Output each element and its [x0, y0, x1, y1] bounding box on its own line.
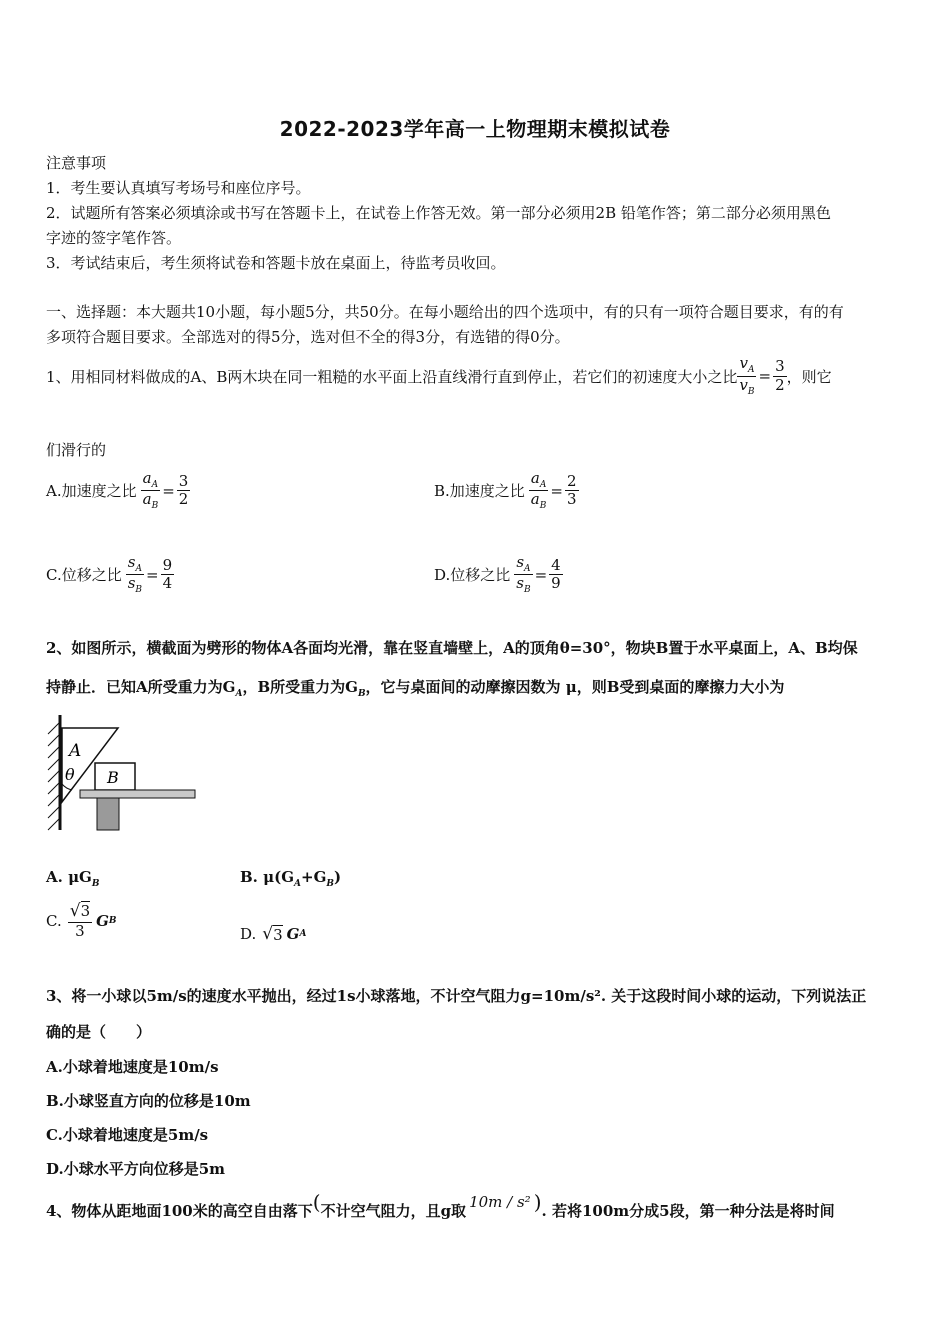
q2-option-a[interactable]: A. $\mu G_B$: [46, 868, 100, 889]
notice-heading: 注意事项: [46, 154, 107, 172]
question-2-stem: 2、如图所示，横截面为劈形的物体A各面均光滑，靠在竖直墙壁上，A的顶角θ=30°，物块B置于水平桌面上，A、B均保: [46, 639, 858, 657]
question-1-text: 1、用相同材料做成的A、B两木块在同一粗糙的水平面上沿直线滑行直到停止，若它们的初速度大小之比: [46, 367, 738, 386]
table-leg: [97, 798, 119, 830]
q3-option-c[interactable]: C.小球着地速度是5m/s: [46, 1126, 209, 1144]
question-1-stem: 1、用相同材料做成的A、B两木块在同一粗糙的水平面上沿直线滑行直到停止，若它们的初速度大小之比 $\frac{v_A}{v_B}$ = $\frac{3}{2}$ ，则它: [46, 354, 832, 397]
question-2-stem-cont: 持静止．已知A所受重力为$G_A$，B所受重力为$G_B$，它与桌面间的动摩擦因数为 μ，则B受到桌面的摩擦力大小为: [46, 678, 785, 699]
q2-option-d[interactable]: D. √ 3 G A: [240, 924, 307, 944]
question-3-stem: 3、将一小球以5m/s的速度水平抛出，经过1s小球落地，不计空气阻力g=10m/s². 关于这段时间小球的运动，下列说法正: [46, 987, 867, 1005]
notice-item: 1．考生要认真填写考场号和座位序号。: [46, 179, 311, 197]
q3-option-b[interactable]: B.小球竖直方向的位移是10m: [46, 1092, 251, 1110]
q2-option-c[interactable]: C. $\frac{√3}{3}$ G B: [46, 901, 117, 940]
notice-item: 3．考试结束后，考生须将试卷和答题卡放在桌面上，待监考员收回。: [46, 254, 506, 272]
notice-item: 2．试题所有答案必须填涂或书写在答题卡上，在试卷上作答无效。第一部分必须用2B 铅笔作答；第二部分必须用黑色: [46, 204, 831, 222]
label-b: B: [107, 768, 119, 787]
table-top: [80, 790, 195, 798]
g-value: 10m / s²: [469, 1193, 531, 1211]
q1-option-a[interactable]: A.加速度之比 $\frac{a_A}{a_B}$ = $\frac{3}{2}$: [46, 469, 189, 512]
question-1-stem-cont: 们滑行的: [46, 441, 107, 459]
label-theta: θ: [65, 765, 75, 784]
wedge-block-figure: [40, 710, 200, 835]
question-4-stem: 4、物体从距地面100米的高空自由落下 ( 不计空气阻力，且g取 10m / s² ) . 若将100m分成5段，第一种分法是将时间: [46, 1190, 835, 1220]
q1-option-c[interactable]: C.位移之比 $\frac{s_A}{s_B}$ = $\frac{9}{4}$: [46, 553, 173, 596]
q1-option-b[interactable]: B.加速度之比 $\frac{a_A}{a_B}$ = $\frac{2}{3}$: [434, 469, 577, 512]
label-a: A: [69, 741, 82, 761]
section-instructions: 一、选择题：本大题共10小题，每小题5分，共50分。在每小题给出的四个选项中，有的只有一项符合题目要求，有的有: [46, 303, 844, 321]
question-3-stem-cont: 确的是（ ）: [46, 1023, 152, 1041]
page-title: 2022-2023学年高一上物理期末模拟试卷: [279, 117, 671, 141]
q3-option-a[interactable]: A.小球着地速度是10m/s: [46, 1058, 219, 1076]
notice-item: 字迹的签字笔作答。: [46, 229, 182, 247]
velocity-ratio-value: $\frac{3}{2}$: [775, 357, 785, 394]
q3-option-d[interactable]: D.小球水平方向位移是5m: [46, 1160, 226, 1178]
velocity-ratio-fraction: $\frac{v_A}{v_B}$: [739, 354, 755, 397]
q2-option-b[interactable]: B. $\mu(G_A+G_B)$: [240, 868, 342, 889]
section-instructions: 多项符合题目要求。全部选对的得5分，选对但不全的得3分，有选错的得0分。: [46, 328, 570, 346]
q1-option-d[interactable]: D.位移之比 $\frac{s_A}{s_B}$ = $\frac{4}{9}$: [434, 553, 561, 596]
